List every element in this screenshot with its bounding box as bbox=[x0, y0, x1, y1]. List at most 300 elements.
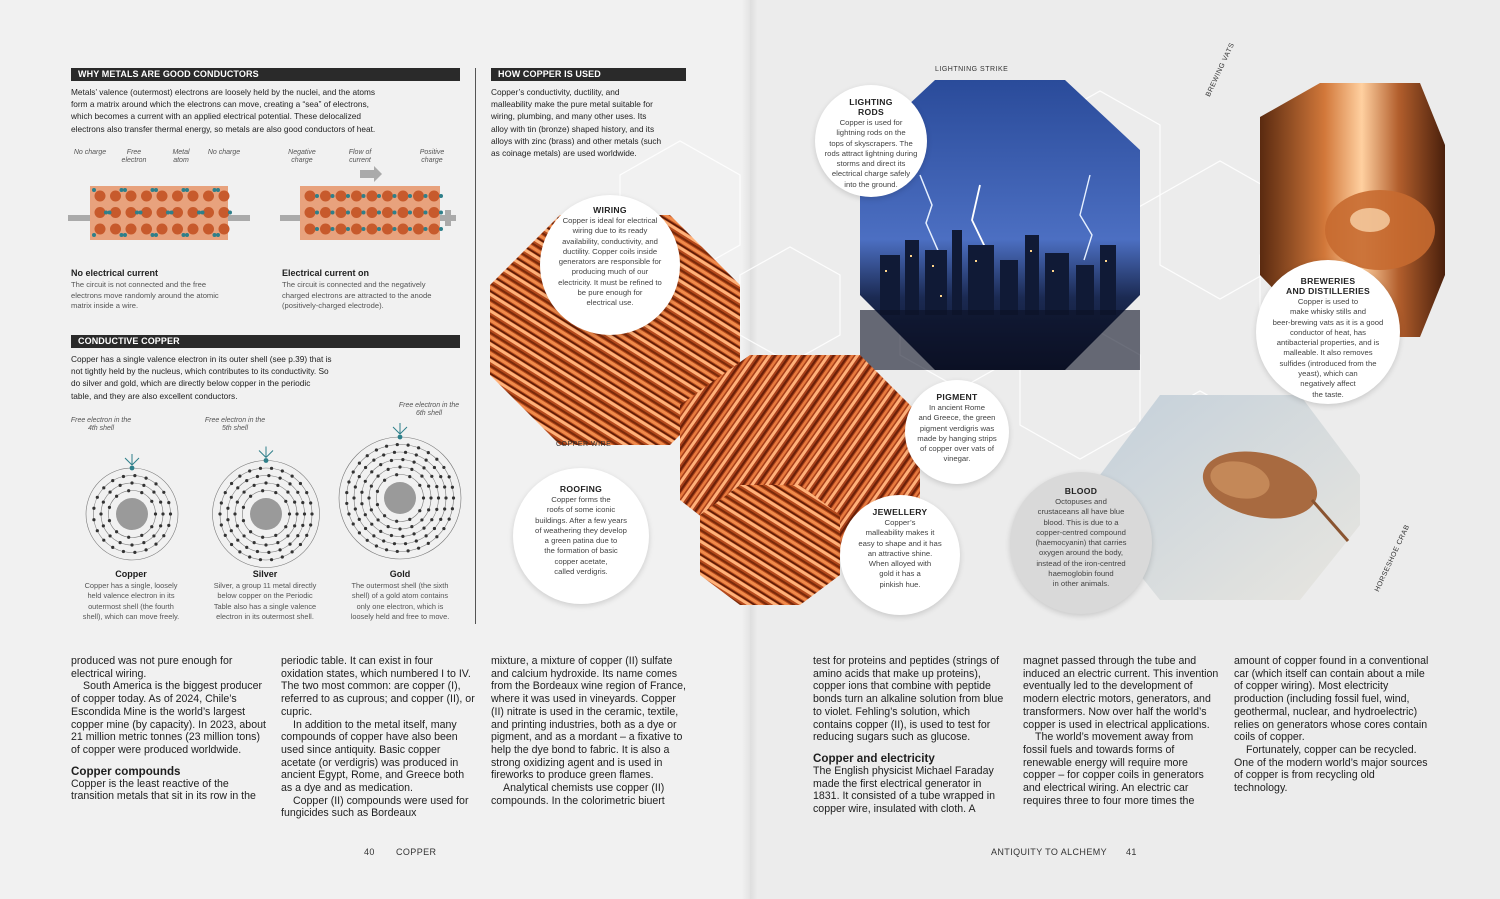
column-paragraph: Fortunately, copper can be recycled. One of the modern world’s major sources of copper is from recycling old technology. bbox=[1234, 743, 1428, 795]
free-electron bbox=[154, 188, 158, 192]
free-electron bbox=[377, 194, 381, 198]
shell-electron bbox=[238, 550, 241, 553]
metal-atom bbox=[157, 191, 168, 202]
shell-electron bbox=[226, 518, 229, 521]
shell-electron bbox=[224, 491, 227, 494]
shell-electron bbox=[154, 482, 157, 485]
shell-electron bbox=[296, 534, 299, 537]
shell-electron bbox=[248, 555, 251, 558]
shell-electron bbox=[286, 490, 289, 493]
shell-electron bbox=[309, 523, 312, 526]
shell-electron bbox=[415, 539, 418, 542]
photo-label-horseshoe-crab: HORSESHOE CRAB bbox=[1374, 523, 1412, 593]
bubble-roofing: ROOFING Copper forms the roofs of some iconic buildings. After a few years of weathering they develop a green patina due to the formation of basic copper acetate, called verdigris. bbox=[513, 468, 649, 604]
metal-atom bbox=[382, 191, 393, 202]
shell-electron bbox=[352, 522, 355, 525]
metal-atom bbox=[382, 207, 393, 218]
free-electron bbox=[408, 211, 412, 215]
shell-electron bbox=[242, 534, 245, 537]
free-electron bbox=[151, 188, 155, 192]
metal-atom bbox=[188, 191, 199, 202]
free-electron bbox=[424, 211, 428, 215]
diagram2-caption: The circuit is connected and the negatively charged electrons are attracted to the anode (positively-charged electrode). bbox=[282, 280, 432, 311]
free-electron bbox=[439, 211, 443, 215]
shell-electron bbox=[448, 475, 451, 478]
atom-nucleus bbox=[384, 482, 416, 514]
shell-electron bbox=[367, 496, 370, 499]
shell-electron bbox=[102, 486, 105, 489]
right-column-1 bbox=[813, 655, 1009, 816]
shell-electron bbox=[159, 501, 162, 504]
shell-electron bbox=[352, 470, 355, 473]
metal-atom bbox=[110, 207, 121, 218]
shell-electron bbox=[364, 513, 367, 516]
shell-electron bbox=[249, 530, 252, 533]
metals-body: Metals’ valence (outermost) electrons are loosely held by the nuclei, and the atoms form a matrix around which the electrons can move, creating a “sea” of electrons, which becomes a current with an applied electrical potential. These delocalized electrons also transfer thermal energy, so metals are also good conductors of heat. bbox=[71, 87, 376, 134]
free-electron bbox=[424, 227, 428, 231]
shell-electron bbox=[281, 469, 284, 472]
electron-arrow bbox=[132, 458, 139, 465]
column-paragraph: magnet passed through the tube and induced an electric current. This invention eventually led to the development of modern electric motors, generators, and transformers. Now over half the world’s copper is used in electrical applications. bbox=[1023, 655, 1219, 731]
shell-electron bbox=[130, 481, 133, 484]
metal-atom bbox=[141, 207, 152, 218]
shell-electron bbox=[267, 551, 270, 554]
shell-electron bbox=[410, 525, 413, 528]
electron-arrow bbox=[259, 451, 266, 458]
metal-atom bbox=[219, 191, 230, 202]
free-electron bbox=[331, 227, 335, 231]
shell-electron bbox=[418, 484, 421, 487]
diagram1-label-no-charge-left: No charge bbox=[73, 149, 107, 156]
column-paragraph: test for proteins and peptides (strings of amino acids that make up proteins), copper ions that combine with peptide bonds turn an alkaline solution from blue to violet. Fehling’s solution, which contains copper (II), is used to test for reducing sugars such as glucose. bbox=[813, 655, 1004, 744]
shell-electron bbox=[162, 491, 165, 494]
shell-electron bbox=[92, 518, 95, 521]
metal-atom bbox=[429, 207, 440, 218]
shell-electron bbox=[358, 462, 361, 465]
free-electron bbox=[185, 233, 189, 237]
shell-electron bbox=[142, 541, 145, 544]
free-electron bbox=[154, 233, 158, 237]
column-paragraph: South America is the biggest producer of copper today. As of 2024, Chile’s Escondida Mine is the world’s largest copper mine (by capacity). In 2023, about 21 million metric tonnes (23 million tons) of copper were produced worldwide. bbox=[71, 680, 266, 756]
shell-electron bbox=[401, 535, 404, 538]
shell-electron bbox=[387, 468, 390, 471]
shell-electron bbox=[242, 506, 245, 509]
metal-atom bbox=[413, 224, 424, 235]
shell-electron bbox=[345, 491, 348, 494]
shell-electron bbox=[253, 541, 256, 544]
atom-nucleus bbox=[116, 498, 148, 530]
shell-electron bbox=[169, 512, 172, 515]
shell-electron bbox=[122, 550, 125, 553]
shell-electron bbox=[301, 524, 304, 527]
shell-electron bbox=[226, 507, 229, 510]
shell-electron bbox=[133, 551, 136, 554]
shell-electron bbox=[395, 520, 398, 523]
shell-electron bbox=[430, 475, 433, 478]
shell-text-copper: Copper has a single, loosely held valence electron in its outermost shell (the fourth shell), which can move freely. bbox=[82, 581, 180, 621]
shell-electron bbox=[345, 502, 348, 505]
shell-electron bbox=[366, 539, 369, 542]
shell-electron bbox=[150, 525, 153, 528]
shell-electron bbox=[296, 491, 299, 494]
diagram2-caption-title: Electrical current on bbox=[282, 268, 370, 278]
column-paragraph: Copper (II) compounds were used for fungicides such as Bordeaux bbox=[281, 794, 469, 820]
free-electron bbox=[393, 211, 397, 215]
shell-electron bbox=[295, 512, 298, 515]
shell-electron bbox=[407, 549, 410, 552]
shell-electron bbox=[220, 501, 223, 504]
conductive-body: Copper has a single valence electron in its outer shell (see p.39) that is not tightly held by the nucleus, which contributes to its conductivity. So do silver and gold, which are directly below copper in the periodic table, and they are also excellent conductors. bbox=[71, 354, 332, 401]
metal-atom bbox=[367, 224, 378, 235]
shell-electron bbox=[305, 491, 308, 494]
shell-electron bbox=[382, 453, 385, 456]
free-electron bbox=[201, 211, 205, 215]
metal-atom bbox=[398, 224, 409, 235]
shell-electron bbox=[398, 465, 401, 468]
metal-atom bbox=[219, 224, 230, 235]
metal-atom bbox=[305, 224, 316, 235]
shell-electron bbox=[230, 496, 233, 499]
shell-electron bbox=[245, 479, 248, 482]
metal-atom bbox=[320, 224, 331, 235]
shell-electron bbox=[96, 529, 99, 532]
metal-atom bbox=[126, 191, 137, 202]
photo-label-lightning: LIGHTNING STRIKE bbox=[935, 66, 1009, 73]
shell-electron bbox=[310, 512, 313, 515]
free-electron bbox=[439, 227, 443, 231]
shell-electron bbox=[435, 508, 438, 511]
shell-electron bbox=[167, 501, 170, 504]
shell-label-gold: Free electron in the 6th shell bbox=[398, 402, 460, 417]
shell-electron bbox=[230, 543, 233, 546]
metal-atom bbox=[157, 224, 168, 235]
metal-atom bbox=[141, 224, 152, 235]
shell-electron bbox=[382, 539, 385, 542]
diagram1-caption-title: No electrical current bbox=[71, 268, 159, 278]
shell-electron bbox=[439, 518, 442, 521]
shell-electron bbox=[270, 467, 273, 470]
free-electron bbox=[216, 188, 220, 192]
metal-atom bbox=[351, 224, 362, 235]
metal-atom bbox=[172, 207, 183, 218]
section-heading-conductive-copper: CONDUCTIVE COPPER bbox=[71, 335, 460, 348]
gold-atom-shells bbox=[338, 420, 462, 568]
free-electron bbox=[424, 194, 428, 198]
shell-electron bbox=[354, 507, 357, 510]
shell-electron bbox=[433, 527, 436, 530]
column-paragraph: In addition to the metal itself, many compounds of copper have also been used since antiquity. Basic copper acetate (or verdigris) was produced in ancient Egypt, Rome, and Greece both as a dye and as medication. bbox=[281, 718, 465, 795]
metal-atom bbox=[429, 191, 440, 202]
shell-electron bbox=[395, 473, 398, 476]
shell-electron bbox=[167, 524, 170, 527]
shell-electron bbox=[422, 466, 425, 469]
shell-electron bbox=[161, 512, 164, 515]
shell-electron bbox=[278, 477, 281, 480]
shell-electron bbox=[417, 446, 420, 449]
metal-atom bbox=[398, 207, 409, 218]
diagram1-label-free-electron: Free electron bbox=[121, 149, 147, 164]
metal-atom bbox=[367, 191, 378, 202]
shell-electron bbox=[108, 490, 111, 493]
shell-electron bbox=[422, 496, 425, 499]
shell-electron bbox=[398, 527, 401, 530]
shell-electron bbox=[111, 546, 114, 549]
shell-electron bbox=[435, 458, 438, 461]
shell-electron bbox=[236, 539, 239, 542]
shell-electron bbox=[427, 451, 430, 454]
diagram1-caption: The circuit is not connected and the free electrons move randomly around the atomic matrix inside a wire. bbox=[71, 280, 219, 311]
column-paragraph: mixture, a mixture of copper (II) sulfate and calcium hydroxide. Its name comes from the Bordeaux wine region of France, where it was used in vineyards. Copper (II) nitrate is used in the ceramic, textile, and printing industries, both as a dye or pigment, and as a mordant – a fixative to help the dye bond to fabric. It is also a strong oxidizing agent and is used in fireworks to produce green flames. bbox=[491, 655, 686, 782]
free-electron bbox=[166, 211, 170, 215]
shell-electron bbox=[383, 514, 386, 517]
shell-electron bbox=[274, 534, 277, 537]
shell-electron bbox=[372, 459, 375, 462]
metal-atom bbox=[203, 191, 214, 202]
shell-electron bbox=[375, 544, 378, 547]
shell-electron bbox=[119, 484, 122, 487]
shell-electron bbox=[370, 508, 373, 511]
metal-atom bbox=[336, 224, 347, 235]
shell-electron bbox=[276, 484, 279, 487]
free-electron bbox=[315, 211, 319, 215]
diagram1-label-metal-atom: Metal atom bbox=[172, 149, 190, 164]
photo-label-brewing-vats: BREWING VATS bbox=[1205, 41, 1237, 98]
electron-arrow bbox=[266, 451, 273, 458]
shell-electron bbox=[439, 475, 442, 478]
shell-electron bbox=[108, 519, 111, 522]
shell-electron bbox=[248, 469, 251, 472]
shell-electron bbox=[435, 485, 438, 488]
shell-electron bbox=[418, 509, 421, 512]
shell-electron bbox=[404, 542, 407, 545]
shell-electron bbox=[245, 546, 248, 549]
shell-electron bbox=[415, 453, 418, 456]
shell-electron bbox=[408, 475, 411, 478]
shell-electron bbox=[278, 548, 281, 551]
shell-electron bbox=[154, 512, 157, 515]
shell-electron bbox=[127, 489, 130, 492]
shell-electron bbox=[404, 451, 407, 454]
free-electron bbox=[197, 211, 201, 215]
page-number-right: 41 bbox=[1126, 847, 1137, 857]
shell-electron bbox=[420, 518, 423, 521]
free-electron bbox=[315, 194, 319, 198]
column-paragraph: The world’s movement away from fossil fuels and towards forms of renewable energy will require more copper – for copper coils in generators and electrical wiring. An electric car requires three to four more times the bbox=[1023, 731, 1204, 807]
metal-atom bbox=[305, 207, 316, 218]
shell-electron bbox=[284, 525, 287, 528]
shell-electron bbox=[238, 475, 241, 478]
shell-electron bbox=[270, 558, 273, 561]
shell-electron bbox=[236, 501, 239, 504]
shell-electron bbox=[224, 534, 227, 537]
metal-atom bbox=[172, 191, 183, 202]
shell-electron bbox=[309, 501, 312, 504]
shell-electron bbox=[242, 519, 245, 522]
metal-atom bbox=[126, 207, 137, 218]
shell-electron bbox=[286, 534, 289, 537]
shell-electron bbox=[162, 534, 165, 537]
shell-electron bbox=[133, 474, 136, 477]
shell-electron bbox=[427, 485, 430, 488]
shell-electron bbox=[412, 461, 415, 464]
metal-atom bbox=[398, 191, 409, 202]
shell-electron bbox=[150, 500, 153, 503]
shell-electron bbox=[154, 543, 157, 546]
shell-electron bbox=[119, 541, 122, 544]
shell-electron bbox=[92, 507, 95, 510]
shell-electron bbox=[291, 550, 294, 553]
shell-electron bbox=[379, 463, 382, 466]
left-column-3 bbox=[491, 655, 687, 807]
shell-electron bbox=[253, 484, 256, 487]
metal-atom bbox=[219, 207, 230, 218]
free-electron bbox=[408, 227, 412, 231]
column-subheading: Copper compounds bbox=[71, 764, 181, 778]
free-electron bbox=[104, 211, 108, 215]
shell-electron bbox=[242, 490, 245, 493]
shell-electron bbox=[144, 548, 147, 551]
shell-electron bbox=[264, 481, 267, 484]
diagram2-label-positive-charge: Positive charge bbox=[419, 149, 445, 164]
shell-electron bbox=[261, 536, 264, 539]
metal-atom bbox=[172, 224, 183, 235]
shell-electron bbox=[443, 507, 446, 510]
shell-electron bbox=[347, 480, 350, 483]
shell-label-copper: Free electron in the 4th shell bbox=[70, 417, 132, 432]
shell-electron bbox=[108, 506, 111, 509]
free-electron bbox=[182, 188, 186, 192]
shell-title-silver: Silver bbox=[252, 569, 278, 579]
shell-electron bbox=[102, 539, 105, 542]
shell-electron bbox=[108, 534, 111, 537]
shell-electron bbox=[220, 523, 223, 526]
free-electron bbox=[377, 227, 381, 231]
free-electron bbox=[135, 211, 139, 215]
metal-atom bbox=[305, 191, 316, 202]
shell-electron bbox=[115, 530, 118, 533]
shell-electron bbox=[420, 474, 423, 477]
shell-electron bbox=[385, 548, 388, 551]
shell-electron bbox=[372, 534, 375, 537]
shell-label-silver: Free electron in the 5th shell bbox=[204, 417, 266, 432]
shell-electron bbox=[236, 486, 239, 489]
shell-electron bbox=[442, 466, 445, 469]
electron-arrow bbox=[125, 458, 132, 465]
shell-electron bbox=[427, 508, 430, 511]
shell-electron bbox=[387, 525, 390, 528]
bubble-jewellery: JEWELLERY Copper’s malleability makes it easy to shape and it has an attractive shine. When alloyed with gold it has a pinkish hue. bbox=[840, 495, 960, 615]
shell-electron bbox=[299, 482, 302, 485]
free-electron bbox=[377, 211, 381, 215]
metal-atom bbox=[351, 191, 362, 202]
shell-electron bbox=[256, 550, 259, 553]
shell-electron bbox=[412, 532, 415, 535]
shell-electron bbox=[370, 470, 373, 473]
shell-electron bbox=[140, 534, 143, 537]
shell-electron bbox=[448, 517, 451, 520]
shell-electron bbox=[99, 512, 102, 515]
shell-electron bbox=[233, 512, 236, 515]
shell-title-gold: Gold bbox=[389, 569, 411, 579]
page-number-left: 40 bbox=[364, 847, 375, 857]
metal-atom bbox=[157, 207, 168, 218]
shell-electron bbox=[376, 474, 379, 477]
shell-electron bbox=[360, 502, 363, 505]
shell-electron bbox=[364, 466, 367, 469]
free-electron bbox=[139, 211, 143, 215]
metal-atom bbox=[336, 191, 347, 202]
shell-electron bbox=[230, 482, 233, 485]
shell-electron bbox=[127, 536, 130, 539]
metal-atom bbox=[320, 191, 331, 202]
shell-electron bbox=[358, 475, 361, 478]
shell-electron bbox=[130, 543, 133, 546]
shell-electron bbox=[451, 507, 454, 510]
free-electron bbox=[346, 194, 350, 198]
metal-atom bbox=[413, 191, 424, 202]
free-electron bbox=[331, 194, 335, 198]
column-paragraph: amount of copper found in a conventional car (which itself can contain about a mile of copper wiring). Most electricity production (including fossil fuel, wind, geothermal, nuclear, and hydroelectric) relies on generators whose cores contain coils of copper. bbox=[1234, 655, 1429, 744]
shell-electron bbox=[299, 543, 302, 546]
metal-atom bbox=[110, 191, 121, 202]
metal-atom bbox=[351, 207, 362, 218]
shell-text-silver: Silver, a group 11 metal directly below copper on the Periodic Table also has a single valence electron in its outermost shell. bbox=[213, 581, 317, 621]
valence-electron bbox=[264, 458, 269, 463]
free-electron bbox=[108, 211, 112, 215]
shell-electron bbox=[393, 542, 396, 545]
column-paragraph: produced was not pure enough for electrical wiring. bbox=[71, 655, 233, 680]
shell-electron bbox=[401, 458, 404, 461]
shell-electron bbox=[284, 500, 287, 503]
shell-electron bbox=[102, 501, 105, 504]
left-column-1 bbox=[71, 655, 267, 803]
shell-electron bbox=[249, 495, 252, 498]
shell-electron bbox=[140, 491, 143, 494]
shell-electron bbox=[425, 534, 428, 537]
metal-atom bbox=[95, 191, 106, 202]
shell-electron bbox=[352, 496, 355, 499]
metal-atom bbox=[429, 224, 440, 235]
shell-electron bbox=[425, 459, 428, 462]
metal-atom bbox=[110, 224, 121, 235]
free-electron bbox=[120, 188, 124, 192]
free-electron bbox=[182, 233, 186, 237]
shell-electron bbox=[305, 534, 308, 537]
free-electron bbox=[92, 233, 96, 237]
shell-electron bbox=[376, 503, 379, 506]
shell-electron bbox=[433, 466, 436, 469]
shell-electron bbox=[276, 541, 279, 544]
metal-atom bbox=[95, 224, 106, 235]
free-electron bbox=[362, 211, 366, 215]
free-electron bbox=[439, 194, 443, 198]
column-subheading: Copper and electricity bbox=[813, 751, 935, 765]
shell-electron bbox=[358, 531, 361, 534]
metal-atom bbox=[95, 207, 106, 218]
shell-electron bbox=[347, 512, 350, 515]
column-paragraph: The English physicist Michael Faraday made the first electrical generator in 1831. It consisted of a tube wrapped in copper wire, insulated with cloth. A bbox=[813, 764, 995, 816]
free-electron bbox=[120, 233, 124, 237]
metal-atom bbox=[126, 224, 137, 235]
shell-electron bbox=[259, 558, 262, 561]
section-heading-how-copper-used: HOW COPPER IS USED bbox=[491, 68, 686, 81]
free-electron bbox=[123, 188, 127, 192]
shell-electron bbox=[236, 524, 239, 527]
free-electron bbox=[315, 227, 319, 231]
how-copper-used-body: Copper’s conductivity, ductility, and malleability make the pure metal suitable for wiring, plumbing, and many other uses. Its alloy with tin (bronze) shaped history, and its alloys with zinc (brass) and other metals (such as coinage metals) are used worldwide. bbox=[491, 87, 662, 159]
shell-electron bbox=[390, 534, 393, 537]
shell-electron bbox=[358, 518, 361, 521]
